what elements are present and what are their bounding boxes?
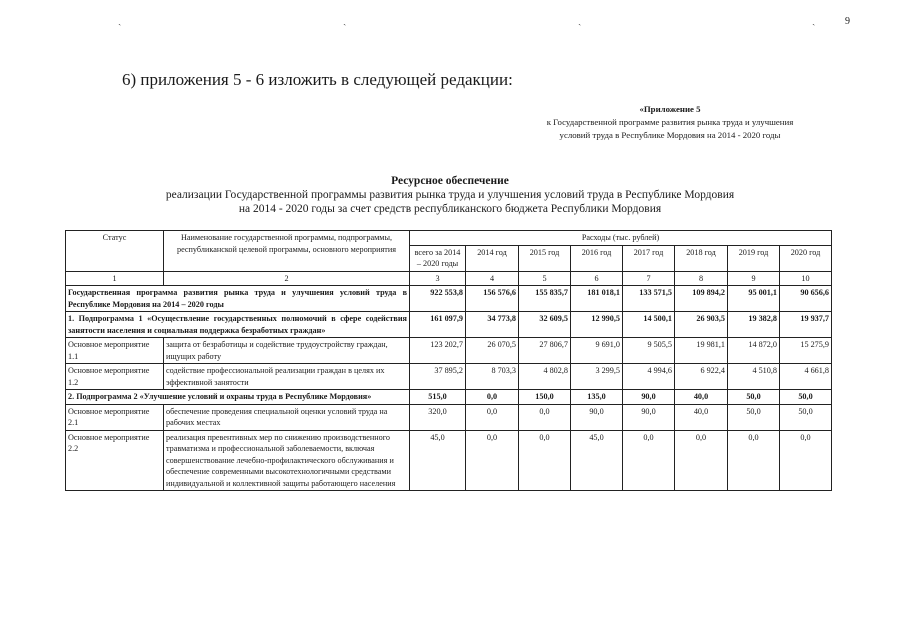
subprogram-label: 2. Подпрограмма 2 «Улучшение условий и охраны труда в Республике Мордовия» [66, 390, 410, 405]
scan-speck: ˎ [118, 15, 122, 26]
value-cell: 12 990,5 [571, 312, 623, 338]
table-row [66, 430, 832, 491]
page-number: 9 [845, 16, 850, 27]
value-cell: 161 097,9 [410, 312, 466, 338]
value-cell: 4 661,8 [780, 364, 832, 390]
value-cell: 4 510,8 [728, 364, 780, 390]
value-cell: 135,0 [571, 390, 623, 405]
column-number-row [66, 271, 832, 286]
value-cell: 133 571,5 [623, 286, 675, 312]
value-cell: 19 981,1 [675, 338, 728, 364]
value-cell: 922 553,8 [410, 286, 466, 312]
resource-table [65, 230, 832, 491]
value-cell: 0,0 [728, 430, 780, 491]
table-row [66, 286, 832, 312]
heading-title: Ресурсное обеспечение [391, 175, 509, 187]
column-number: 2 [164, 271, 410, 286]
header-year: 2018 год [675, 245, 728, 271]
value-cell: 27 806,7 [519, 338, 571, 364]
status-cell: Основное мероприятие 1.1 [66, 338, 164, 364]
value-cell: 181 018,1 [571, 286, 623, 312]
header-year: 2017 год [623, 245, 675, 271]
header-year: 2016 год [571, 245, 623, 271]
name-cell: обеспечение проведения специальной оценки условий труда на рабочих местах [164, 404, 410, 430]
value-cell: 19 382,8 [728, 312, 780, 338]
value-cell: 3 299,5 [571, 364, 623, 390]
value-cell: 0,0 [780, 430, 832, 491]
value-cell: 90,0 [623, 404, 675, 430]
value-cell: 0,0 [519, 430, 571, 491]
value-cell: 19 937,7 [780, 312, 832, 338]
value-cell: 90 656,6 [780, 286, 832, 312]
header-year: 2014 год [466, 245, 519, 271]
column-number: 3 [410, 271, 466, 286]
value-cell: 0,0 [466, 404, 519, 430]
value-cell: 37 895,2 [410, 364, 466, 390]
column-number: 4 [466, 271, 519, 286]
status-cell: Основное мероприятие 2.2 [66, 430, 164, 491]
value-cell: 26 070,5 [466, 338, 519, 364]
heading-line: на 2014 - 2020 годы за счет средств республиканского бюджета Республики Мордовия [238, 203, 662, 215]
scan-speck: ˎ [578, 15, 582, 26]
header-row [66, 231, 832, 246]
value-cell: 0,0 [519, 404, 571, 430]
value-cell: 90,0 [571, 404, 623, 430]
column-number: 1 [66, 271, 164, 286]
column-number: 6 [571, 271, 623, 286]
value-cell: 15 275,9 [780, 338, 832, 364]
value-cell: 0,0 [623, 430, 675, 491]
value-cell: 40,0 [675, 404, 728, 430]
value-cell: 14 500,1 [623, 312, 675, 338]
appendix-line: к Государственной программе развития рынка труда и улучшения [546, 117, 794, 127]
value-cell: 90,0 [623, 390, 675, 405]
value-cell: 14 872,0 [728, 338, 780, 364]
value-cell: 6 922,4 [675, 364, 728, 390]
scan-speck: ˎ [812, 15, 816, 26]
name-cell: реализация превентивных мер по снижению производственного травматизма и профессиональной заболеваемости, включая совершенствование лечебно-профилактического обслуживания и обеспечение современными высокотехнологичными средствами индивидуальной и коллективной защиты работающего населения [164, 430, 410, 491]
value-cell: 9 691,0 [571, 338, 623, 364]
appendix-caption [520, 103, 820, 142]
value-cell: 8 703,3 [466, 364, 519, 390]
value-cell: 320,0 [410, 404, 466, 430]
value-cell: 32 609,5 [519, 312, 571, 338]
subprogram-label: 1. Подпрограмма 1 «Осуществление государственных полномочий в сфере содействия занятости населения и социальная поддержка безработных граждан» [66, 312, 410, 338]
value-cell: 50,0 [728, 404, 780, 430]
value-cell: 0,0 [466, 390, 519, 405]
scan-speck: ˎ [343, 15, 347, 26]
table-row [66, 338, 832, 364]
header-total: всего за 2014 – 2020 годы [410, 245, 466, 271]
value-cell: 50,0 [728, 390, 780, 405]
column-number: 7 [623, 271, 675, 286]
value-cell: 515,0 [410, 390, 466, 405]
program-label: Государственная программа развития рынка труда и улучшения условий труда в Республике Мордовия на 2014 – 2020 годы [66, 286, 410, 312]
header-name: Наименование государственной программы, подпрограммы, республиканской целевой программы, основного мероприятия [164, 231, 410, 272]
name-cell: защита от безработицы и содействие трудоустройству граждан, ищущих работу [164, 338, 410, 364]
value-cell: 40,0 [675, 390, 728, 405]
column-number: 5 [519, 271, 571, 286]
value-cell: 150,0 [519, 390, 571, 405]
table-row [66, 364, 832, 390]
document-heading [120, 174, 780, 216]
value-cell: 26 903,5 [675, 312, 728, 338]
value-cell: 95 001,1 [728, 286, 780, 312]
status-cell: Основное мероприятие 2.1 [66, 404, 164, 430]
intro-line: 6) приложения 5 - 6 изложить в следующей редакции: [122, 70, 513, 89]
name-cell: содействие профессиональной реализации граждан в целях их эффективной занятости [164, 364, 410, 390]
value-cell: 155 835,7 [519, 286, 571, 312]
appendix-line: условий труда в Республике Мордовия на 2014 - 2020 годы [559, 130, 781, 140]
value-cell: 156 576,6 [466, 286, 519, 312]
value-cell: 50,0 [780, 404, 832, 430]
header-year: 2019 год [728, 245, 780, 271]
value-cell: 4 994,6 [623, 364, 675, 390]
heading-line: реализации Государственной программы развития рынка труда и улучшения условий труда в Республике Мордовия [165, 189, 735, 201]
header-year: 2015 год [519, 245, 571, 271]
value-cell: 34 773,8 [466, 312, 519, 338]
value-cell: 45,0 [571, 430, 623, 491]
table-row [66, 404, 832, 430]
column-number: 10 [780, 271, 832, 286]
value-cell: 45,0 [410, 430, 466, 491]
value-cell: 0,0 [675, 430, 728, 491]
value-cell: 109 894,2 [675, 286, 728, 312]
appendix-title: «Приложение 5 [639, 104, 701, 114]
header-expenses: Расходы (тыс. рублей) [410, 231, 832, 246]
value-cell: 0,0 [466, 430, 519, 491]
value-cell: 9 505,5 [623, 338, 675, 364]
column-number: 8 [675, 271, 728, 286]
table-row [66, 312, 832, 338]
header-status: Статус [66, 231, 164, 272]
value-cell: 4 802,8 [519, 364, 571, 390]
status-cell: Основное мероприятие 1.2 [66, 364, 164, 390]
header-year: 2020 год [780, 245, 832, 271]
value-cell: 50,0 [780, 390, 832, 405]
table-row [66, 390, 832, 405]
value-cell: 123 202,7 [410, 338, 466, 364]
column-number: 9 [728, 271, 780, 286]
